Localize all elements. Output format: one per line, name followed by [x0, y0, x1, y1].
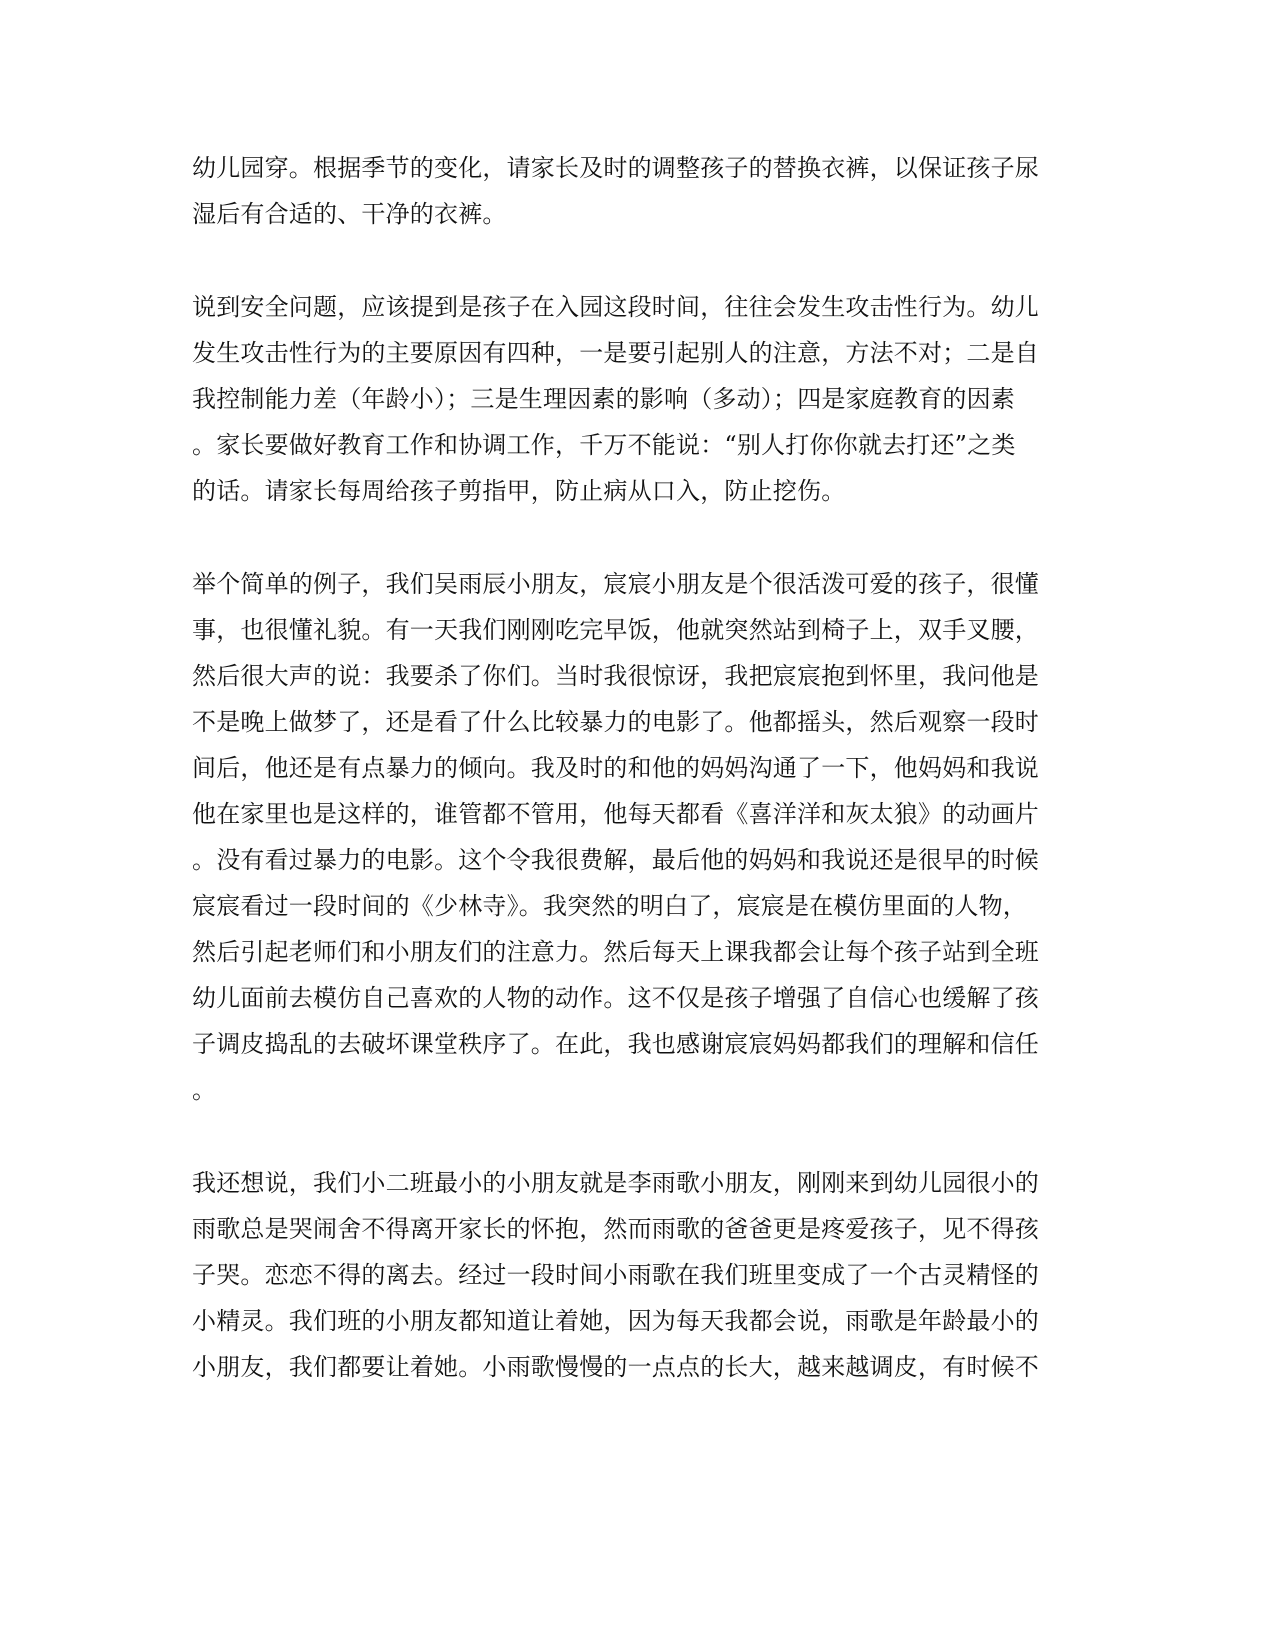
paragraph-4-line-4: 小精灵。我们班的小朋友都知道让着她，因为每天我都会说，雨歌是年龄最小的: [192, 1307, 1039, 1335]
paragraph-2-line-5: 的话。请家长每周给孩子剪指甲，防止病从口入，防止挖伤。: [192, 477, 846, 505]
paragraph-3-line-12: 。: [192, 1076, 217, 1104]
paragraph-3-line-7: 。没有看过暴力的电影。这个令我很费解，最后他的妈妈和我说还是很早的时候: [192, 846, 1039, 874]
paragraph-4-line-1: 我还想说，我们小二班最小的小朋友就是李雨歌小朋友，刚刚来到幼儿园很小的: [192, 1169, 1039, 1197]
paragraph-3-line-4: 不是晚上做梦了，还是看了什么比较暴力的电影了。他都摇头，然后观察一段时: [192, 708, 1039, 736]
paragraph-3-line-8: 宸宸看过一段时间的《少林寺》。我突然的明白了，宸宸是在模仿里面的人物，: [192, 892, 1027, 920]
paragraph-3-line-5: 间后，他还是有点暴力的倾向。我及时的和他的妈妈沟通了一下，他妈妈和我说: [192, 754, 1039, 782]
paragraph-3-line-10: 幼儿面前去模仿自己喜欢的人物的动作。这不仅是孩子增强了自信心也缓解了孩: [192, 984, 1039, 1012]
paragraph-2-line-1: 说到安全问题，应该提到是孩子在入园这段时间，往往会发生攻击性行为。幼儿: [192, 293, 1039, 321]
paragraph-3-line-11: 子调皮捣乱的去破坏课堂秩序了。在此，我也感谢宸宸妈妈都我们的理解和信任: [192, 1030, 1039, 1058]
paragraph-2-line-2: 发生攻击性行为的主要原因有四种，一是要引起别人的注意，方法不对；二是自: [192, 339, 1039, 367]
paragraph-4-line-3: 子哭。恋恋不得的离去。经过一段时间小雨歌在我们班里变成了一个古灵精怪的: [192, 1261, 1039, 1289]
paragraph-3-line-1: 举个简单的例子，我们吴雨辰小朋友，宸宸小朋友是个很活泼可爱的孩子，很懂: [192, 570, 1039, 598]
paragraph-4-line-5: 小朋友，我们都要让着她。小雨歌慢慢的一点点的长大，越来越调皮，有时候不: [192, 1353, 1039, 1381]
paragraph-4-line-2: 雨歌总是哭闹舍不得离开家长的怀抱，然而雨歌的爸爸更是疼爱孩子，见不得孩: [192, 1215, 1039, 1243]
paragraph-1-line-2: 湿后有合适的、干净的衣裤。: [192, 200, 507, 228]
paragraph-3-line-3: 然后很大声的说：我要杀了你们。当时我很惊讶，我把宸宸抱到怀里，我问他是: [192, 662, 1039, 690]
paragraph-3-line-6: 他在家里也是这样的，谁管都不管用，他每天都看《喜洋洋和灰太狼》的动画片: [192, 800, 1039, 828]
paragraph-2-line-4: 。家长要做好教育工作和协调工作，千万不能说：“别人打你你就去打还”之类: [192, 431, 1016, 459]
paragraph-3-line-9: 然后引起老师们和小朋友们的注意力。然后每天上课我都会让每个孩子站到全班: [192, 938, 1039, 966]
paragraph-1-line-1: 幼儿园穿。根据季节的变化，请家长及时的调整孩子的替换衣裤，以保证孩子尿: [192, 154, 1039, 182]
paragraph-3-line-2: 事，也很懂礼貌。有一天我们刚刚吃完早饭，他就突然站到椅子上，双手叉腰，: [192, 616, 1039, 644]
paragraph-2-line-3: 我控制能力差（年龄小）；三是生理因素的影响（多动）；四是家庭教育的因素: [192, 385, 1015, 413]
